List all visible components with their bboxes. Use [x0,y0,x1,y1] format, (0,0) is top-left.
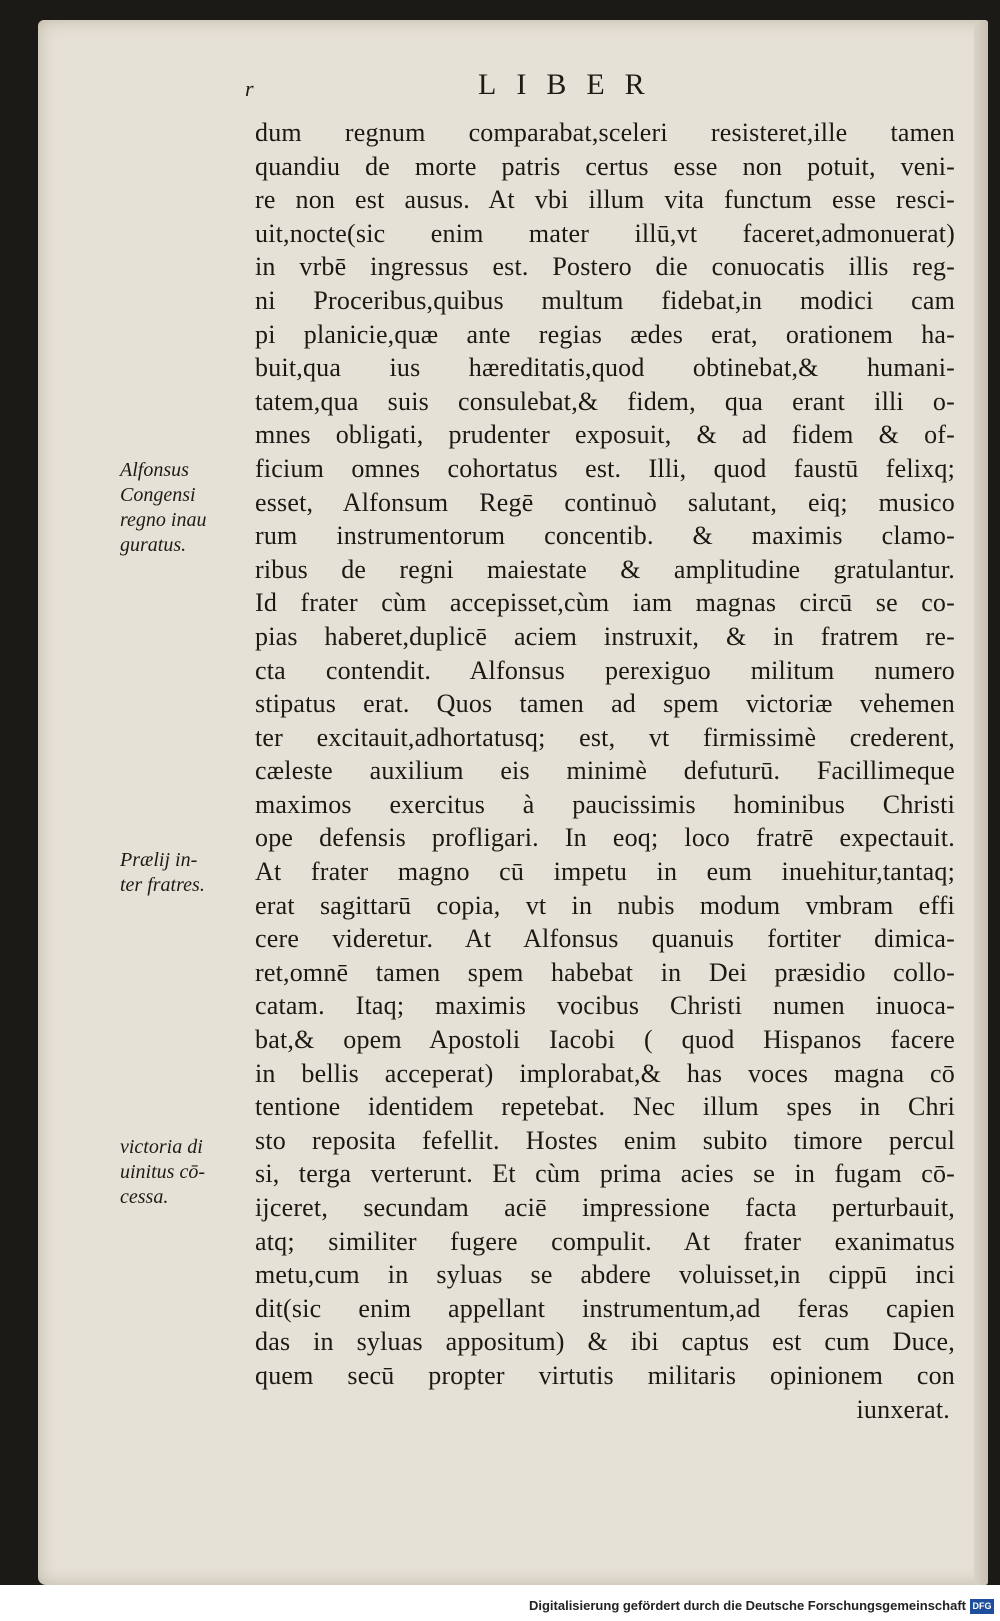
marginal-note-line: victoria di [120,1136,203,1158]
text-line: bat,& opem Apostoli Iacobi ( quod Hispanos facere [255,1025,955,1055]
text-line: metu,cum in syluas se abdere voluisset,in cippū inci [255,1260,955,1290]
marginal-note-battle [120,848,248,898]
marginal-note-line: regno inau [120,509,207,531]
text-line: ijceret, secundam aciē impressione facta perturbauit, [255,1193,955,1222]
text-line: pias haberet,duplicē aciem instruxit, & in fratrem re- [255,621,955,651]
text-line: At frater magno cū impetu in eum inuehitur,tantaq; [255,857,955,887]
text-line: iunxerat. [856,1394,950,1424]
text-line: ni Proceribus,quibus multum fidebat,in modici cam [255,285,955,315]
text-line: re non est ausus. At vbi illum vita functum esse resci- [255,185,955,215]
text-line: tatem,qua suis consulebat,& fidem, qua erant illi o- [255,386,955,416]
text-line: uit,nocte(sic enim mater illū,vt faceret,admonuerat) [255,218,955,248]
text-line: pi planicie,quæ ante regias ædes erat, orationem ha- [255,319,955,349]
text-line: sto reposita fefellit. Hostes enim subito timore percul [255,1125,955,1155]
footer-credit: Digitalisierung gefördert durch die Deutsche Forschungsgemeinschaft [528,1598,966,1613]
text-line: quem secū propter virtutis militaris opinionem con [255,1360,955,1390]
text-line: esset, Alfonsum Regē continuò salutant, eiq; musico [255,487,955,517]
dfg-logo: DFG [970,1599,994,1614]
text-line: das in syluas appositum) & ibi captus est cum Duce, [255,1327,955,1357]
text-line: buit,qua ius hæreditatis,quod obtinebat,& humani- [255,353,955,383]
signature-mark: r [245,76,254,101]
text-line: ribus de regni maiestate & amplitudine gratulantur. [255,554,955,584]
text-line: tentione identidem repetebat. Nec illum spes in Chri [255,1092,955,1122]
text-line: ficium omnes cohortatus est. Illi, quod faustū felixq; [255,453,955,483]
text-line: atq; similiter fugere compulit. At frater exanimatus [255,1226,955,1256]
marginal-note-line: Alfonsus [120,459,189,481]
text-line: in vrbē ingressus est. Postero die conuocatis illis reg- [255,252,955,282]
text-line: Id frater cùm accepisset,cùm iam magnas circū se co- [255,588,955,618]
running-head: LIBER [478,68,665,101]
marginal-note-line: ter fratres. [120,874,205,896]
marginal-note-line: cessa. [120,1186,169,1208]
text-line: cæleste auxilium eis minimè defuturū. Facillimeque [255,756,955,786]
text-line: rum instrumentorum concentib. & maximis clamo- [255,521,955,551]
page-edge [974,20,988,1585]
text-line: cta contendit. Alfonsus perexiguo militum numero [255,655,955,685]
text-line: dit(sic enim appellant instrumentum,ad feras capien [255,1293,955,1323]
marginal-note-line: uinitus cō- [120,1161,205,1183]
text-line: stipatus erat. Quos tamen ad spem victoriæ vehemen [255,689,955,719]
text-line: quandiu de morte patris certus esse non potuit, veni- [255,151,955,181]
marginal-note-coronation [120,458,248,558]
marginal-note-line: Prælij in- [120,849,198,871]
text-line: cere videretur. At Alfonsus quanuis fortiter dimica- [255,924,955,954]
text-line: erat sagittarū copia, vt in nubis modum vmbram effi [255,890,955,920]
text-line: dum regnum comparabat,sceleri resisteret,ille tamen [255,118,955,147]
marginal-note-line: guratus. [120,534,187,556]
text-line: si, terga verterunt. Et cùm prima acies se in fugam cō- [255,1159,955,1189]
text-line: catam. Itaq; maximis vocibus Christi numen inuoca- [255,991,955,1021]
footer-bar [0,1585,1000,1621]
text-line: ter excitauit,adhortatusq; est, vt firmissimè crederent, [255,722,955,752]
text-line: ope defensis profligari. In eoq; loco fratrē expectauit. [255,823,955,853]
marginal-note-line: Congensi [120,484,196,506]
marginal-note-victory [120,1135,248,1210]
body-text [255,116,955,1426]
text-line: ret,omnē tamen spem habebat in Dei præsidio collo- [255,957,955,987]
text-line: in bellis acceperat) implorabat,& has voces magna cō [255,1058,955,1088]
text-line: mnes obligati, prudenter exposuit, & ad fidem & of- [255,420,955,450]
text-line: maximos exercitus à paucissimis hominibus Christi [255,789,955,819]
